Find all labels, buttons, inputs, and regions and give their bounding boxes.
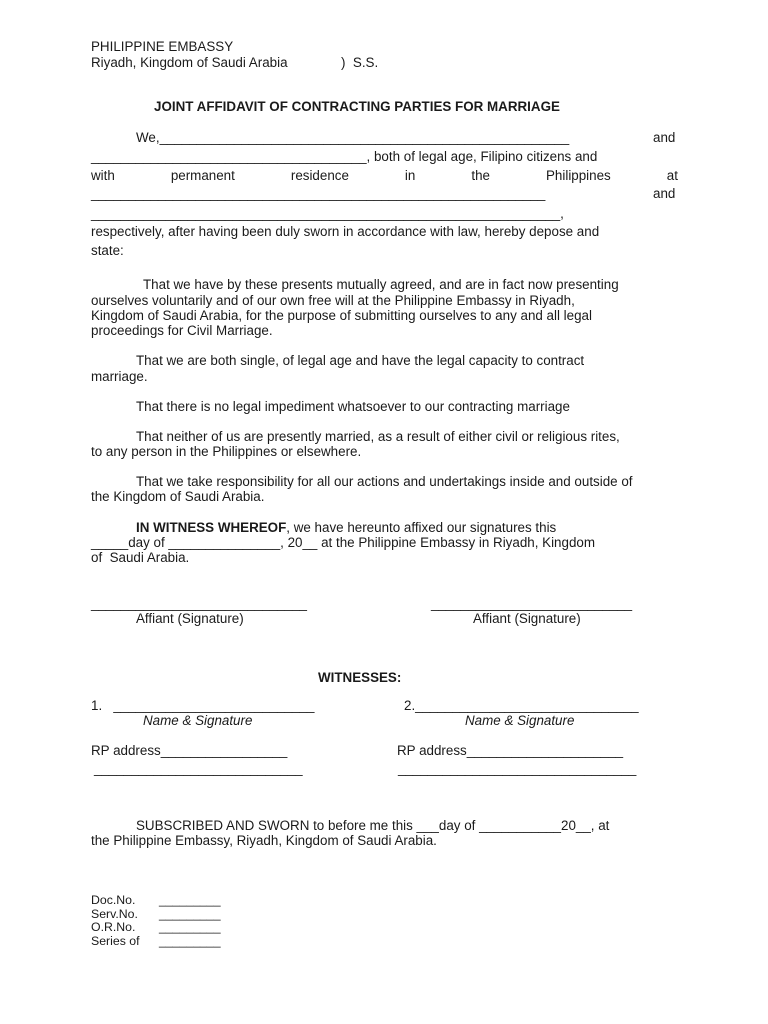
affiant-signature-line-1: _____________________________ [91, 596, 307, 611]
or-no-blank: _________ [159, 920, 221, 934]
embassy-name: PHILIPPINE EMBASSY [91, 39, 234, 54]
witness-2-name-label: Name & Signature [465, 713, 575, 728]
affiant-label-2: Affiant (Signature) [473, 611, 581, 626]
witness-1-rp-address: RP address_________________ [91, 743, 288, 758]
residence-blank-2: _______________________________________________________________, [91, 206, 564, 221]
ss-marker: ) S.S. [341, 55, 379, 70]
doc-no-blank: _________ [159, 893, 221, 907]
intro-state: state: [91, 243, 124, 258]
parties-and-2: and [653, 186, 676, 201]
witness-2-address-line: ________________________________ [398, 761, 637, 776]
p5-line-1: That we take responsibility for all our actions and undertakings inside and outside of [136, 474, 633, 489]
witness-2-rp-address: RP address_____________________ [397, 743, 624, 758]
sworn-line-1: SUBSCRIBED AND SWORN to before me this ___day of ___________20__, at [136, 818, 610, 833]
p1-line-1: That we have by these presents mutually agreed, and are in fact now presenting [143, 277, 619, 292]
witness-1-address-line: ____________________________ [94, 761, 303, 776]
p2-line-1: That we are both single, of legal age and have the legal capacity to contract [136, 353, 585, 368]
witness-2-signature-line: 2.______________________________ [404, 698, 639, 713]
p3-line-1: That there is no legal impediment whatsoever to our contracting marriage [136, 399, 570, 414]
witness-whereof-line-1: IN WITNESS WHEREOF, we have hereunto affixed our signatures this [136, 520, 557, 535]
serv-no-blank: _________ [159, 907, 221, 921]
embassy-location: Riyadh, Kingdom of Saudi Arabia [91, 55, 288, 70]
intro-respectively: respectively, after having been duly sworn in accordance with law, hereby depose and [91, 224, 600, 239]
parties-and-1: and [653, 130, 676, 145]
residence-line: with permanent residence in the Philippines at [91, 168, 678, 183]
p1-line-4: proceedings for Civil Marriage. [91, 323, 273, 338]
p1-line-2: ourselves voluntarily and of our own free will at the Philippine Embassy in Riyadh, [91, 293, 575, 308]
p2-line-2: marriage. [91, 369, 148, 384]
p5-line-2: the Kingdom of Saudi Arabia. [91, 489, 265, 504]
witness-1-signature-line: 1. ___________________________ [91, 698, 315, 713]
witness-whereof-line-2: _____day of _______________, 20__ at the Philippine Embassy in Riyadh, Kingdom [91, 535, 596, 550]
sworn-line-2: the Philippine Embassy, Riyadh, Kingdom of Saudi Arabia. [91, 833, 437, 848]
doc-no-label: Doc.No. [91, 893, 136, 907]
document-title: JOINT AFFIDAVIT OF CONTRACTING PARTIES FOR MARRIAGE [154, 99, 560, 114]
affiant-label-1: Affiant (Signature) [136, 611, 244, 626]
witness-1-name-label: Name & Signature [143, 713, 253, 728]
witnesses-heading: WITNESSES: [318, 670, 402, 685]
or-no-label: O.R.No. [91, 920, 136, 934]
p1-line-3: Kingdom of Saudi Arabia, for the purpose of submitting ourselves to any and all legal [91, 308, 592, 323]
parties-line-1: We,_______________________________________________________ [136, 130, 570, 145]
parties-line-2: _____________________________________, both of legal age, Filipino citizens and [91, 149, 598, 164]
serv-no-label: Serv.No. [91, 907, 138, 921]
series-of-label: Series of [91, 934, 140, 948]
residence-blank-1: _____________________________________________________________ [91, 186, 546, 201]
affiant-signature-line-2: ___________________________ [431, 596, 633, 611]
p4-line-2: to any person in the Philippines or elsewhere. [91, 444, 362, 459]
p4-line-1: That neither of us are presently married, as a result of either civil or religious rites, [136, 429, 620, 444]
series-of-blank: _________ [159, 934, 221, 948]
witness-whereof-line-3: of Saudi Arabia. [91, 550, 190, 565]
